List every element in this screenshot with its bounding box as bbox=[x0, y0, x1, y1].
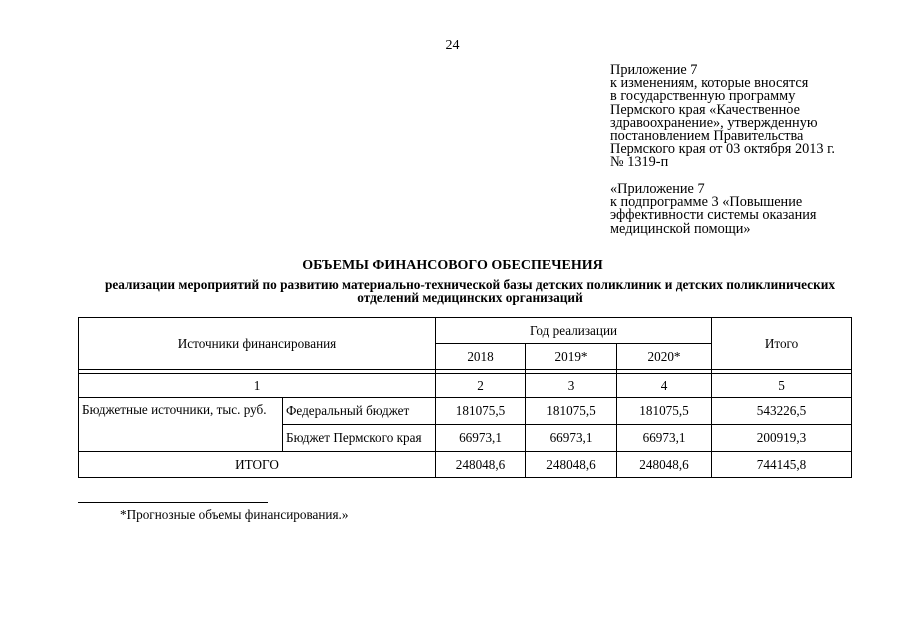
total-label: ИТОГО bbox=[79, 452, 436, 478]
page-number: 24 bbox=[445, 38, 460, 53]
appendix-line: № 1319-п bbox=[610, 154, 669, 171]
header-year: 2020* bbox=[617, 344, 712, 370]
table-cell: 248048,6 bbox=[617, 452, 712, 478]
table-cell: 66973,1 bbox=[436, 425, 526, 452]
table-cell: 181075,5 bbox=[526, 398, 617, 425]
table-cell: 181075,5 bbox=[436, 398, 526, 425]
source-label: Бюджет Пермского края bbox=[283, 425, 436, 452]
appendix-heading-block bbox=[610, 64, 880, 170]
table-cell: 66973,1 bbox=[617, 425, 712, 452]
table-cell: 248048,6 bbox=[436, 452, 526, 478]
table-header-row bbox=[79, 318, 852, 344]
column-number: 4 bbox=[617, 374, 712, 398]
header-sources: Источники финансирования bbox=[79, 318, 436, 370]
table-cell: 66973,1 bbox=[526, 425, 617, 452]
column-number: 5 bbox=[712, 374, 852, 398]
header-year: 2019* bbox=[526, 344, 617, 370]
subprogram-line: к подпрограмме 3 «Повышение bbox=[610, 194, 803, 211]
appendix-line: к изменениям, которые вносятся bbox=[610, 75, 809, 92]
appendix-line: Пермского края «Качественное bbox=[610, 101, 800, 118]
appendix-line: здравоохранение», утвержденную bbox=[610, 114, 818, 131]
header-year-group: Год реализации bbox=[436, 318, 712, 344]
row-total-cell: 200919,3 bbox=[712, 425, 852, 452]
financing-table bbox=[78, 317, 852, 478]
subprogram-line: медицинской помощи» bbox=[610, 220, 751, 237]
subprogram-line: эффективности системы оказания bbox=[610, 207, 817, 224]
appendix-line: Пермского края от 03 октября 2013 г. bbox=[610, 141, 835, 158]
table-cell: 181075,5 bbox=[617, 398, 712, 425]
table-row bbox=[79, 398, 852, 425]
column-number: 3 bbox=[526, 374, 617, 398]
appendix-line: в государственную программу bbox=[610, 88, 796, 105]
row-total-cell: 543226,5 bbox=[712, 398, 852, 425]
appendix-line: постановлением Правительства bbox=[610, 128, 804, 145]
budget-sources-group-label: Бюджетные источники, тыс. руб. bbox=[79, 398, 283, 452]
subprogram-line: «Приложение 7 bbox=[610, 181, 705, 197]
header-total: Итого bbox=[712, 318, 852, 370]
grand-total-cell: 744145,8 bbox=[712, 452, 852, 478]
document-title: ОБЪЕМЫ ФИНАНСОВОГО ОБЕСПЕЧЕНИЯ bbox=[302, 258, 603, 273]
column-number: 2 bbox=[436, 374, 526, 398]
document-subtitle: реализации мероприятий по развитию материально-технической базы детских поликлиник и детских поликлинических отделений медицинских организаций bbox=[104, 277, 836, 305]
table-total-row bbox=[79, 452, 852, 478]
subprogram-heading-block bbox=[610, 183, 880, 236]
appendix-line: Приложение 7 bbox=[610, 62, 698, 78]
column-number: 1 bbox=[79, 374, 436, 398]
column-number-row bbox=[79, 374, 852, 398]
footnote-text: *Прогнозные объемы финансирования.» bbox=[120, 507, 349, 522]
table-cell: 248048,6 bbox=[526, 452, 617, 478]
header-year: 2018 bbox=[436, 344, 526, 370]
source-label: Федеральный бюджет bbox=[283, 398, 436, 425]
footnote-divider bbox=[78, 502, 268, 503]
